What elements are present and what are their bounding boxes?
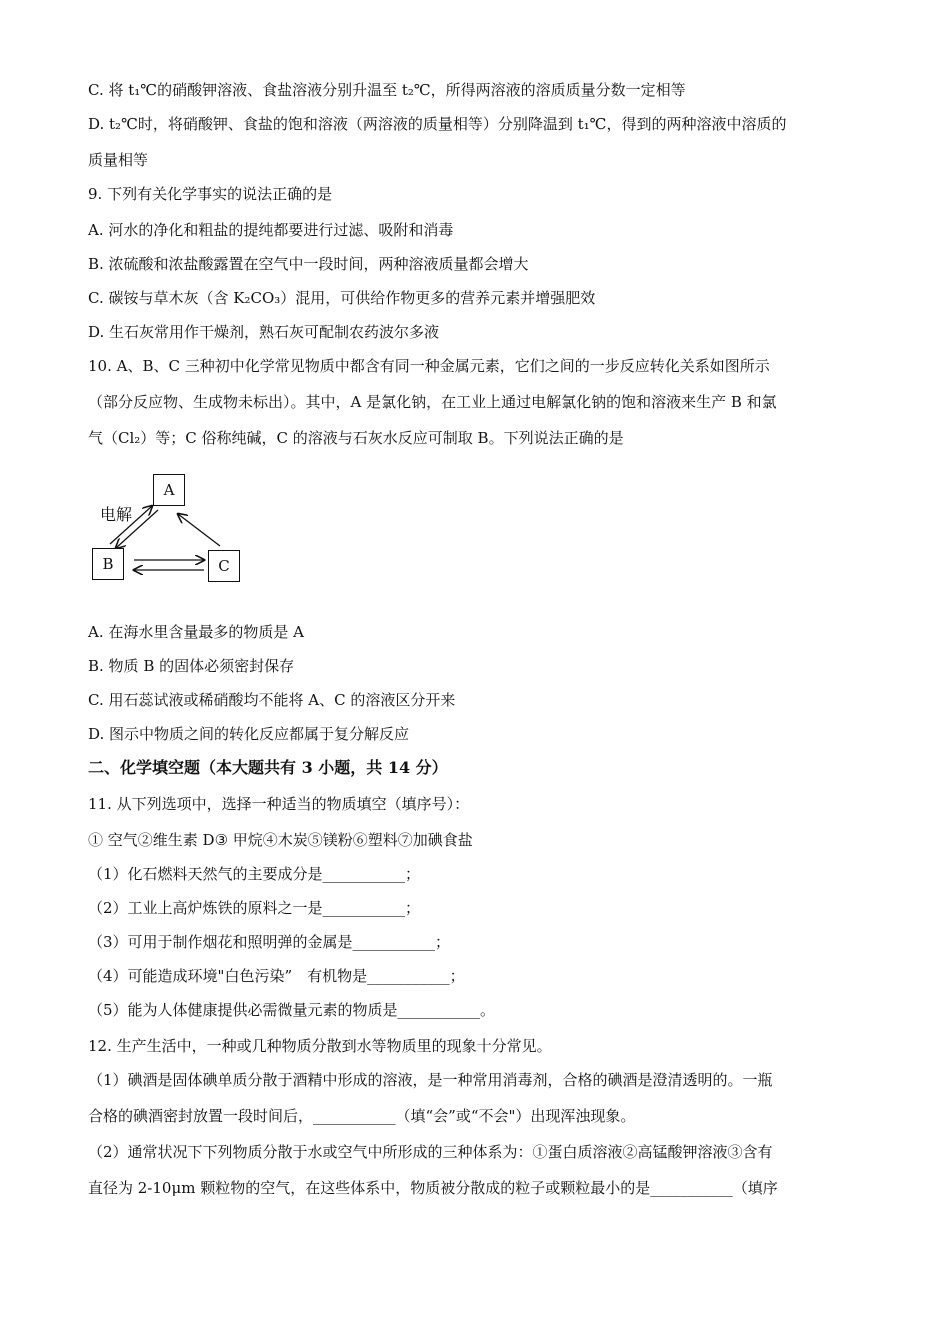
box-a: A <box>153 474 185 506</box>
q8-option-d-line2: 质量相等 <box>88 151 149 169</box>
q9-stem: 9. 下列有关化学事实的说法正确的是 <box>88 185 333 203</box>
q10-option-c: C. 用石蕊试液或稀硝酸均不能将 A、C 的溶液区分开来 <box>88 691 456 709</box>
q11-stem: 11. 从下列选项中，选择一种适当的物质填空（填序号）： <box>88 795 470 813</box>
q10-option-d: D. 图示中物质之间的转化反应都属于复分解反应 <box>88 725 410 743</box>
q12-stem: 12. 生产生活中，一种或几种物质分散到水等物质里的现象十分常见。 <box>88 1037 552 1055</box>
q10-stem-line2: （部分反应物、生成物未标出）。其中，A 是氯化钠，在工业上通过电解氯化钠的饱和溶液来生产 B 和氯 <box>88 393 777 411</box>
q8-option-d-line1: D. t₂℃时，将硝酸钾、食盐的饱和溶液（两溶液的质量相等）分别降温到 t₁℃，得到的两种溶液中溶质的 <box>88 115 787 133</box>
q12-part1-line1: （1）碘酒是固体碘单质分散于酒精中形成的溶液，是一种常用消毒剂，合格的碘酒是澄清透明的。一瓶 <box>88 1071 773 1089</box>
conversion-diagram <box>88 468 258 588</box>
q11-choices: ① 空气②维生素 D③ 甲烷④木炭⑤镁粉⑥塑料⑦加碘食盐 <box>88 831 473 849</box>
q9-option-c: C. 碳铵与草木灰（含 K₂CO₃）混用，可供给作物更多的营养元素并增强肥效 <box>88 289 596 307</box>
q9-option-b: B. 浓硫酸和浓盐酸露置在空气中一段时间，两种溶液质量都会增大 <box>88 255 529 273</box>
q9-option-d: D. 生石灰常用作干燥剂，熟石灰可配制农药波尔多液 <box>88 323 440 341</box>
q10-option-a: A. 在海水里含量最多的物质是 A <box>88 623 304 641</box>
q12-part2-line2: 直径为 2-10μm 颗粒物的空气，在这些体系中，物质被分散成的粒子或颗粒最小的是___________（填序 <box>88 1179 778 1197</box>
q10-option-b: B. 物质 B 的固体必须密封保存 <box>88 657 295 675</box>
q10-stem-line3: 气（Cl₂）等；C 俗称纯碱，C 的溶液与石灰水反应可制取 B。下列说法正确的是 <box>88 429 624 447</box>
electrolysis-label: 电解 <box>100 505 133 524</box>
q9-option-a: A. 河水的净化和粗盐的提纯都要进行过滤、吸附和消毒 <box>88 221 454 239</box>
q11-part4: （4）可能造成环境"白色污染” 有机物是___________； <box>88 967 465 985</box>
q11-part2: （2）工业上高炉炼铁的原料之一是___________； <box>88 899 421 917</box>
box-c: C <box>208 550 240 582</box>
section2-heading: 二、化学填空题（本大题共有 3 小题，共 14 分） <box>88 758 448 777</box>
box-b: B <box>92 548 124 580</box>
q10-stem-line1: 10. A、B、C 三种初中化学常见物质中都含有同一种金属元素，它们之间的一步反应转化关系如图所示 <box>88 357 770 375</box>
q12-part2-line1: （2）通常状况下下列物质分散于水或空气中所形成的三种体系为：①蛋白质溶液②高锰酸钾溶液③含有 <box>88 1143 773 1161</box>
q11-part1: （1）化石燃料天然气的主要成分是___________； <box>88 865 421 883</box>
q8-option-c: C. 将 t₁℃的硝酸钾溶液、食盐溶液分别升温至 t₂℃，所得两溶液的溶质质量分数一定相等 <box>88 81 686 99</box>
arrow-c-to-a <box>178 514 220 546</box>
q11-part5: （5）能为人体健康提供必需微量元素的物质是___________。 <box>88 1001 496 1019</box>
q11-part3: （3）可用于制作烟花和照明弹的金属是___________； <box>88 933 451 951</box>
q12-part1-line2: 合格的碘酒密封放置一段时间后，___________（填“会”或“不会"）出现浑浊现象。 <box>88 1107 636 1125</box>
